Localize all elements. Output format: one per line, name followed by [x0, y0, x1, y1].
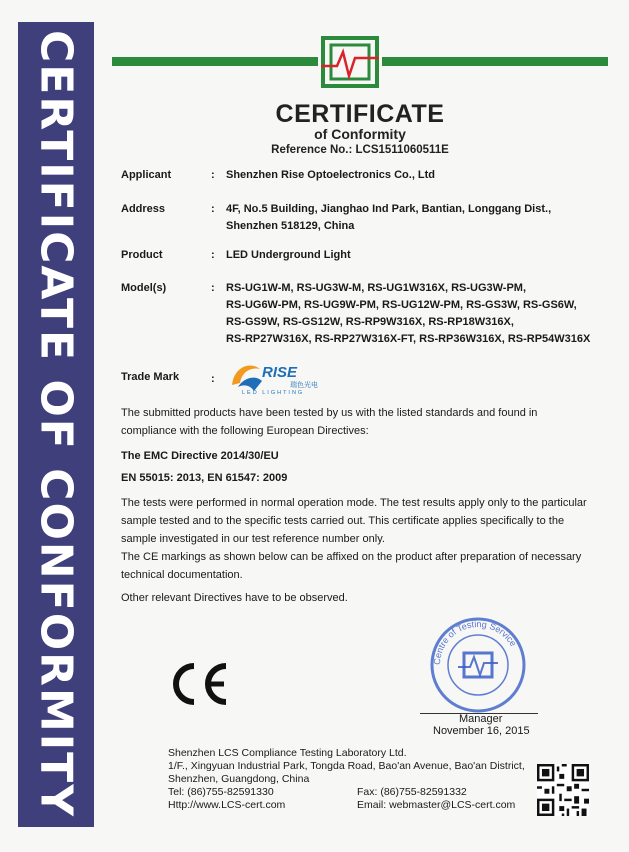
header-bar-left	[112, 57, 318, 66]
lab-name: Shenzhen LCS Compliance Testing Laboratory Ltd.	[168, 747, 407, 759]
product-label: Product	[121, 249, 163, 261]
stamp-text: Centre of Testing Service	[431, 618, 519, 666]
lab-email: Email: webmaster@LCS-cert.com	[357, 799, 516, 811]
models-line: RS-RP27W316X, RS-RP27W316X-FT, RS-RP36W316X, RS-RP54W316X	[226, 333, 591, 345]
official-stamp-icon	[424, 615, 532, 715]
page-subtitle: of Conformity	[314, 126, 406, 142]
models-line: RS-UG6W-PM, RS-UG9W-PM, RS-UG12W-PM, RS-GS3W, RS-GS6W,	[226, 299, 577, 311]
colon: :	[211, 249, 215, 261]
directive-text: The EMC Directive 2014/30/EU	[121, 450, 279, 462]
header-bar-right	[382, 57, 608, 66]
qr-code-icon	[537, 764, 589, 816]
lab-phone: Tel: (86)755-82591330	[168, 786, 274, 798]
product-value: LED Underground Light	[226, 249, 351, 261]
models-label: Model(s)	[121, 282, 167, 294]
lcs-logo-icon	[319, 36, 381, 88]
colon: :	[211, 169, 215, 181]
signer-role: Manager	[459, 713, 503, 725]
models-line: RS-GS9W, RS-GS12W, RS-RP9W316X, RS-RP18W316X,	[226, 316, 514, 328]
sidebar-text: CERTIFICATE OF CONFORMITY	[30, 30, 82, 819]
colon: :	[211, 203, 215, 215]
sidebar-title	[18, 22, 94, 827]
reference-number: Reference No.: LCS1511060511E	[271, 144, 449, 156]
signature-date: November 16, 2015	[433, 725, 530, 737]
colon: :	[211, 282, 215, 294]
rise-logo-icon	[228, 357, 328, 395]
trademark-label: Trade Mark	[121, 371, 180, 383]
brand-tagline: LED LIGHTING	[242, 390, 305, 395]
lab-fax: Fax: (86)755-82591332	[357, 786, 467, 798]
lab-address: 1/F., Xingyuan Industrial Park, Tongda Road, Bao'an Avenue, Bao'an District,	[168, 760, 525, 772]
brand-name-cn: 瑞色光电	[290, 381, 318, 389]
tests-paragraph: The tests were performed in normal operation mode. The test results apply only to the particular sample tested and to the specific tests carried out. This certificate applies specifically to the sample investigated in our test reference number only.	[121, 497, 587, 545]
ce-mark-icon	[164, 660, 232, 708]
other-paragraph: Other relevant Directives have to be observed.	[121, 592, 348, 604]
lab-website: Http://www.LCS-cert.com	[168, 799, 286, 811]
standards-text: EN 55015: 2013, EN 61547: 2009	[121, 472, 288, 484]
models-line: RS-UG1W-M, RS-UG3W-M, RS-UG1W316X, RS-UG3W-PM,	[226, 282, 527, 294]
applicant-label: Applicant	[121, 169, 172, 181]
address-line: Shenzhen 518129, China	[226, 220, 355, 232]
intro-paragraph: The submitted products have been tested by us with the listed standards and found in compliance with the following European Directives:	[121, 407, 538, 437]
address-label: Address	[121, 203, 166, 215]
address-line: 4F, No.5 Building, Jianghao Ind Park, Bantian, Longgang Dist.,	[226, 203, 552, 215]
brand-name: RISE	[262, 364, 298, 381]
applicant-value: Shenzhen Rise Optoelectronics Co., Ltd	[226, 169, 436, 181]
ce-paragraph: The CE markings as shown below can be affixed on the product after preparation of necessary technical documentation.	[121, 551, 582, 581]
colon: :	[211, 373, 215, 385]
page-title: CERTIFICATE	[275, 100, 445, 128]
lab-address: Shenzhen, Guangdong, China	[168, 773, 310, 785]
